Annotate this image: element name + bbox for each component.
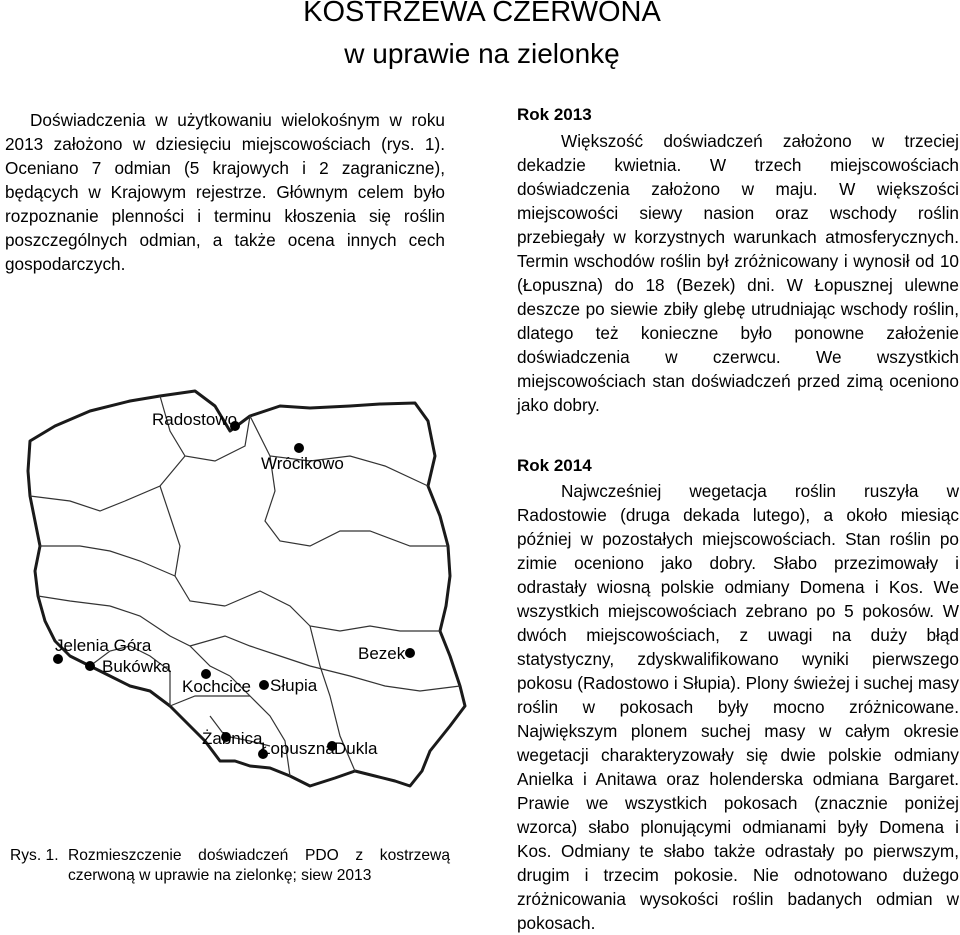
section-heading-2014: Rok 2014 xyxy=(517,456,592,475)
section-heading-2013: Rok 2013 xyxy=(517,105,592,124)
city-label: Kochcice xyxy=(182,677,251,696)
city-label: Wrócikowo xyxy=(261,454,344,473)
city-label: Bezek xyxy=(358,644,406,663)
city-label: Słupia xyxy=(270,676,318,695)
intro-paragraph: Doświadczenia w użytkowaniu wielokośnym w roku 2013 założono w dziesięciu miejscowościach (rys. 1). Oceniano 7 odmian (5 krajowych i 2 zagraniczne), będących w Krajowym rejestrze. Głównym celem było rozpoznanie plenności i terminu kłoszenia się roślin poszczególnych odmian, a także ocena innych cech gospodarczych. xyxy=(5,110,445,274)
city-label: Bukówka xyxy=(102,657,171,676)
city-label: Dukla xyxy=(334,739,378,758)
caption-text: Rozmieszczenie doświadczeń PDO z kostrzewą czerwoną w uprawie na zielonkę; siew 2013 xyxy=(68,847,450,884)
marker-bezek xyxy=(405,648,415,658)
caption-number: Rys. 1. xyxy=(10,847,59,864)
city-label: Jelenia Góra xyxy=(55,636,152,655)
poland-map xyxy=(10,376,480,846)
country-border xyxy=(28,391,465,786)
figure-caption xyxy=(10,846,450,886)
marker-bukowka xyxy=(85,661,95,671)
marker-wrocikowo xyxy=(294,443,304,453)
city-label: Żabnica xyxy=(202,729,263,748)
page-title: KOSTRZEWA CZERWONA xyxy=(303,0,661,28)
page-subtitle: w uprawie na zielonkę xyxy=(344,38,620,69)
city-label: Radostowo xyxy=(152,410,238,429)
section-text-2013: Większość doświadczeń założono w trzeciej dekadzie kwietnia. W trzech miejscowościach doświadczenia założono w maju. W większości miejscowości siewy nasion oraz wschody roślin przebiegały w korzystnych warunkach atmosferycznych. Termin wschodów roślin był zróżnicowany i wynosił od 10 (Łopuszna) do 18 (Bezek) dni. W Łopusznej ulewne deszcze po siewie zbiły glebę utrudniając wschody roślin, dlatego też konieczne było ponowne założenie doświadczenia w czerwcu. We wszystkich miejscowościach stan doświadczeń przed zimą oceniono jako dobry. xyxy=(517,131,959,415)
city-label: Łopuszna xyxy=(261,739,335,758)
marker-slupia xyxy=(259,680,269,690)
section-text-2014: Najwcześniej wegetacja roślin ruszyła w Radostowie (druga dekada lutego), a około miesiąc później w pozostałych miejscowościach. Stan roślin po zimie oceniono jako dobry. Słabo przezimowały i odrastały wiosną polskie odmiany Domena i Kos. We wszystkich miejscowościach zebrano po 5 pokosów. W dwóch miejscowościach, z uwagi na duży błąd statystyczny, zdyskwalifikowano wyniki pierwszego pokosu (Radostowo i Słupia). Plony świeżej i suchej masy roślin w pokosach były mocno zróżnicowane. Największym plonem suchej masy w całym okresie wegetacji charakteryzowały się dwie polskie odmiany Anielka i Anitawa oraz holenderska odmiana Bargaret. Prawie we wszystkich pokosach (znacznie poniżej wzorca) słabo plonującymi odmianami były Domena i Kos. Odmiany te słabo także odrastały po pierwszym, drugim i trzecim pokosie. Nie odnotowano dużego zróżnicowania wysokości roślin badanych odmian w pokosach. xyxy=(517,481,959,933)
map-figure xyxy=(10,376,480,846)
